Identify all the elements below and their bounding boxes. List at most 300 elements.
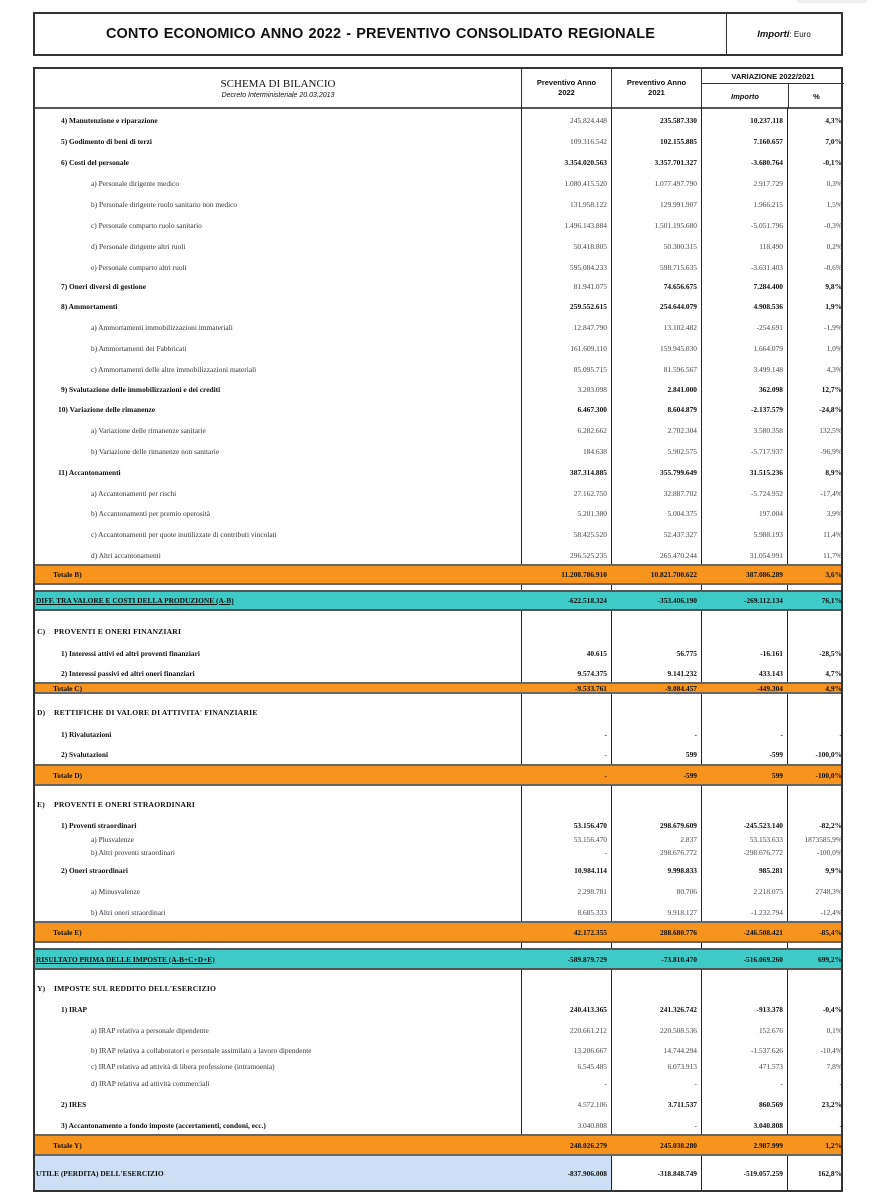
row-label: b) Altri oneri straordinari <box>91 907 166 917</box>
value-2021: 3.711.537 <box>667 1099 697 1109</box>
variation-amount <box>701 979 787 997</box>
variation-percent: 23,2% <box>821 1099 842 1109</box>
row-label: UTILE (PERDITA) DELL'ESERCIZIO <box>35 1156 522 1190</box>
variation-amount: 10.237.118 <box>750 115 783 125</box>
section-title: RETTIFICHE DI VALORE DI ATTIVITA' FINANZIARIE <box>54 707 258 717</box>
variation-percent: 4,3% <box>826 364 842 374</box>
table-row-c-ammortamenti-delle-altre-immobilizzazi <box>35 360 841 378</box>
variation-percent: -0,1% <box>822 157 842 167</box>
table-row-a-minusvalenze <box>35 882 841 900</box>
value-2021: 13.102.482 <box>663 322 697 332</box>
variation-amount: 152.676 <box>758 1025 783 1035</box>
variation-amount: 53.153.633 <box>749 835 783 844</box>
value-2022: 85.095.715 <box>573 364 607 374</box>
row-label: 2) Svalutazioni <box>61 749 109 759</box>
row-label: 5) Godimento di beni di terzi <box>61 136 152 146</box>
variation-percent: - <box>839 1078 842 1088</box>
variation-percent: 12,7% <box>821 384 842 394</box>
value-2022: 11.208.786.910 <box>561 570 607 579</box>
variation-percent <box>787 703 843 721</box>
page-corner-note <box>797 0 867 3</box>
variation-amount: 2.917.729 <box>753 178 783 188</box>
section-letter: Y) <box>37 983 46 993</box>
variation-percent: 1,0% <box>826 343 842 353</box>
value-2022: 296.525.235 <box>570 550 607 560</box>
variation-amount: 31.054.991 <box>749 550 783 560</box>
col-header-2021 <box>611 69 701 107</box>
table-row-2-interessi-passivi-ed-altri-oneri-finan <box>35 664 841 682</box>
variation-percent: 7,8% <box>826 1061 842 1071</box>
value-2022: 10.984.114 <box>574 865 607 875</box>
section-letter: D) <box>37 707 46 717</box>
row-label <box>35 979 523 997</box>
value-2021 <box>611 622 701 640</box>
value-2021: 10.821.700.622 <box>650 570 697 579</box>
table-row-2-svalutazioni <box>35 745 841 763</box>
table-row-a-ammortamenti-immobilizzazioni-immateri <box>35 318 841 336</box>
value-2021: 298.676.772 <box>660 848 697 857</box>
value-2021: 56.775 <box>676 648 697 658</box>
table-row-1-interessi-attivi-ed-altri-proventi-fin <box>35 644 841 662</box>
table-row-5-godimento-di-beni-di-terzi <box>35 132 841 150</box>
variation-percent: 1,5% <box>826 199 842 209</box>
table-row-b-altri-oneri-straordinari <box>35 903 841 921</box>
row-label: a) Personale dirigente medico <box>91 178 180 188</box>
value-2022: 220.661.212 <box>570 1025 607 1035</box>
value-2021: 9.141.232 <box>667 668 697 678</box>
variation-percent: 9,8% <box>825 281 842 291</box>
value-2022 <box>521 622 611 640</box>
variation-amount: - <box>780 1078 783 1088</box>
value-2021: 2.702.304 <box>667 425 697 435</box>
variation-percent: -0,3% <box>824 220 842 230</box>
table-row-1-rivalutazioni <box>35 725 841 743</box>
value-2021: 74.656.675 <box>663 281 697 291</box>
variation-amount: -516.069.260 <box>743 954 783 964</box>
variation-pct-header: % <box>788 84 844 108</box>
variation-amount: -449.304 <box>756 683 783 693</box>
table-row-b-variazione-delle-rimanenze-non-sanitar <box>35 442 841 460</box>
table-row-d-personale-dirigente-altri-ruoli <box>35 237 841 255</box>
total-row-totale-e <box>35 921 841 943</box>
variation-amount: -913.378 <box>756 1004 783 1014</box>
row-label: Totale B) <box>53 570 82 579</box>
value-2021: 32.887.702 <box>663 488 697 498</box>
variation-percent: -0,4% <box>822 1004 842 1014</box>
variation-amount: -246.508.421 <box>743 927 783 937</box>
value-2022: 245.824.448 <box>570 115 607 125</box>
variation-amount: 599 <box>771 770 783 780</box>
variation-percent: 3,9% <box>826 508 842 518</box>
value-2022: 1.496.143.884 <box>564 220 607 230</box>
variation-amount: -2.137.579 <box>750 404 783 414</box>
value-2021: 14.744.294 <box>663 1045 697 1055</box>
value-2021: 599 <box>685 749 697 759</box>
value-2021: -353.406.190 <box>657 596 697 605</box>
value-2021: -73.810.470 <box>661 954 697 964</box>
variation-amount: 4.908.536 <box>753 301 783 311</box>
row-label: 1) Interessi attivi ed altri proventi finanziari <box>61 648 200 658</box>
table-row-c-accantonamenti-per-quote-inutilizzate- <box>35 525 841 543</box>
variation-percent: -24,8% <box>819 404 842 414</box>
value-2022: -9.533.761 <box>574 683 607 693</box>
variation-percent: 76,1% <box>821 596 842 605</box>
row-label: Totale E) <box>53 927 82 937</box>
row-label: Totale D) <box>53 770 83 780</box>
table-row-b-accantonamenti-per-premio-operosit <box>35 504 841 522</box>
value-2022: 248.026.279 <box>570 1140 607 1150</box>
row-label: 1) Proventi straordinari <box>61 820 137 830</box>
value-2021: 3.357.701.327 <box>654 157 697 167</box>
table-row-7-oneri-diversi-di-gestione <box>35 277 841 295</box>
section-row-proventi-e-oneri-straordinari <box>35 795 841 813</box>
row-label: a) IRAP relativa a personale dipendente <box>91 1025 209 1035</box>
value-2022: 184.638 <box>582 446 607 456</box>
variation-percent: 1,9% <box>825 301 842 311</box>
variation-amount: -3.680.764 <box>750 157 783 167</box>
variation-percent: -10,4% <box>820 1045 842 1055</box>
table-row-a-irap-relativa-a-personale-dipendente <box>35 1021 841 1039</box>
variation-amount: 197.004 <box>758 508 783 518</box>
row-label: RISULTATO PRIMA DELLE IMPOSTE (A-B+C+D+E) <box>36 954 215 964</box>
row-label: d) IRAP relativa ad attività commerciali <box>91 1078 210 1088</box>
value-2021: 9.918.127 <box>667 907 697 917</box>
value-2021: - <box>694 1078 697 1088</box>
row-label: 2) Interessi passivi ed altri oneri finanziari <box>61 668 195 678</box>
variation-percent: - <box>839 729 842 739</box>
variation-percent: 9,9% <box>825 865 842 875</box>
value-2021: 355.799.649 <box>660 467 697 477</box>
value-2022: - <box>604 1078 607 1088</box>
table-row-b-irap-relativa-a-collaboratori-e-person <box>35 1041 841 1059</box>
table-row-b-ammortamenti-dei-fabbricati <box>35 339 841 357</box>
value-2022: 161.609.110 <box>570 343 607 353</box>
value-2022: 53.156.470 <box>573 820 607 830</box>
variation-percent: 0,1% <box>826 1025 842 1035</box>
value-2022: 109.316.542 <box>570 136 607 146</box>
value-2021: 9.998.833 <box>667 865 697 875</box>
variation-percent: 11,4% <box>823 529 842 539</box>
variation-amount: 985.281 <box>758 865 783 875</box>
variation-amount: -1.232.794 <box>750 907 783 917</box>
total-row-totale-y <box>35 1134 841 1156</box>
value-2022: 81.941.075 <box>573 281 607 291</box>
row-label: b) IRAP relativa a collaboratori e personale assimilato a lavoro dipendente <box>91 1045 312 1055</box>
value-2021: 5.004.375 <box>667 508 697 518</box>
value-2021: -9.084.457 <box>664 683 697 693</box>
variation-amount: -298.676.772 <box>743 848 783 857</box>
value-2021 <box>611 703 701 721</box>
row-label: 7) Oneri diversi di gestione <box>61 281 146 291</box>
value-2021: 235.587.330 <box>660 115 697 125</box>
row-label: Totale C) <box>53 683 83 693</box>
col-header-2021-line1: Preventivo Anno <box>626 78 687 87</box>
section-title: PROVENTI E ONERI STRAORDINARI <box>54 799 196 809</box>
variation-percent <box>787 979 843 997</box>
variation-amount: -1.537.626 <box>750 1045 783 1055</box>
variation-amount: -3.631.403 <box>750 262 783 272</box>
value-2022: 2.298.781 <box>577 886 607 896</box>
value-2022: 58.425.520 <box>573 529 607 539</box>
value-2022 <box>521 795 611 813</box>
section-title: IMPOSTE SUL REDDITO DELL'ESERCIZIO <box>54 983 217 993</box>
page-title: CONTO ECONOMICO ANNO 2022 - PREVENTIVO CONSOLIDATO REGIONALE <box>105 26 656 42</box>
variation-amount-header: Importo <box>731 91 759 101</box>
value-2022: - <box>604 770 607 780</box>
value-2022: - <box>604 848 607 857</box>
value-2021: 8.604.879 <box>667 404 697 414</box>
value-2021: 50.300.315 <box>663 241 697 251</box>
total-row-totale-d <box>35 764 841 786</box>
value-2022: 3.040.808 <box>577 1120 607 1130</box>
row-label: b) Altri proventi straordinari <box>91 848 175 857</box>
table-row-1-irap <box>35 1000 841 1018</box>
value-2021: 298.679.609 <box>660 820 697 830</box>
variation-percent: 1873585,9% <box>804 835 842 844</box>
row-label: 4) Manutenzione e riparazione <box>61 115 158 125</box>
section-letter: C) <box>37 626 46 636</box>
income-statement-table <box>33 67 843 1192</box>
row-label: b) Accantonamenti per premio operosità <box>91 508 211 518</box>
table-row-d-altri-accantonamenti <box>35 546 841 564</box>
table-row-11-accantonamenti <box>35 463 841 481</box>
table-row-10-variazione-delle-rimanenze <box>35 400 841 418</box>
variation-amount: 5.988.193 <box>753 529 783 539</box>
row-label: b) Personale dirigente ruolo sanitario non medico <box>91 199 238 209</box>
value-2022: 3.354.020.563 <box>564 157 607 167</box>
table-row-1-proventi-straordinari <box>35 816 841 834</box>
table-row-6-costi-del-personale <box>35 153 841 171</box>
table-row-9-svalutazione-delle-immobilizzazioni-e- <box>35 380 841 398</box>
variation-percent: 3,6% <box>825 570 842 579</box>
variation-amount: -245.523.140 <box>743 820 783 830</box>
section-row-rettifiche-di-valore-di-attivita-finanzi <box>35 703 841 721</box>
variation-amount: 471.573 <box>758 1061 783 1071</box>
row-label <box>35 622 523 640</box>
value-2022 <box>521 979 611 997</box>
row-label: 11) Accantonamenti <box>58 467 121 477</box>
table-row-2-ires <box>35 1095 841 1113</box>
variation-amount: 3.040.808 <box>753 1120 783 1130</box>
value-2022: 9.574.375 <box>577 668 607 678</box>
variation-amount: 433.143 <box>758 668 783 678</box>
variation-amount: 118.490 <box>759 241 783 251</box>
schema-subtitle: Decreto Interministeriale 20.03.2013 <box>221 91 335 99</box>
value-2021: 1.501.195.680 <box>654 220 697 230</box>
variation-percent: 4,9% <box>825 683 842 693</box>
col-header-2021-line2: 2021 <box>648 88 665 97</box>
value-2022: -837.906.008 <box>521 1156 611 1190</box>
row-label: 3) Accantonamento a fondo imposte (accertamenti, condoni, ecc.) <box>61 1120 266 1130</box>
variation-percent: 2748,3% <box>815 886 842 896</box>
table-row-4-manutenzione-e-riparazione <box>35 111 841 129</box>
variation-amount: - <box>780 729 783 739</box>
col-header-2022-line2: 2022 <box>558 88 575 97</box>
row-label: 2) IRES <box>61 1099 87 1109</box>
schema-title: SCHEMA DI BILANCIO <box>220 77 336 90</box>
variation-percent: - <box>839 1120 842 1130</box>
row-label: 2) Oneri straordinari <box>61 865 128 875</box>
final-result-row-utile-perdita-dell-esercizio <box>35 1156 841 1190</box>
table-header <box>35 69 841 109</box>
section-letter: E) <box>37 799 45 809</box>
value-2022: 5.201.380 <box>577 508 607 518</box>
table-row-a-variazione-delle-rimanenze-sanitarie <box>35 421 841 439</box>
section-row-imposte-sul-reddito-dell-esercizio <box>35 979 841 997</box>
variation-percent: 7,0% <box>825 136 842 146</box>
total-row-totale-b <box>35 564 841 585</box>
value-2022: 13.206.667 <box>573 1045 607 1055</box>
value-2022: 12.847.790 <box>573 322 607 332</box>
variation-percent: -85,4% <box>819 927 842 937</box>
units-label-key: Importi <box>757 28 790 40</box>
variation-percent: -12,4% <box>820 907 842 917</box>
table-row-8-ammortamenti <box>35 297 841 315</box>
variation-amount <box>701 795 787 813</box>
row-label <box>35 795 523 813</box>
table-row-c-personale-comparto-ruolo-sanitario <box>35 216 841 234</box>
variation-percent: 4,7% <box>825 668 842 678</box>
variation-title: VARIAZIONE 2022/2021 <box>702 69 844 84</box>
value-2022: 42.172.355 <box>573 927 607 937</box>
variation-percent: 0,3% <box>826 178 842 188</box>
value-2021: 80.706 <box>676 886 697 896</box>
schema-header <box>35 69 521 107</box>
value-2021: -599 <box>683 770 697 780</box>
table-row-2-oneri-straordinari <box>35 862 841 878</box>
row-label: 8) Ammortamenti <box>61 301 118 311</box>
value-2022: 6.467.300 <box>577 404 607 414</box>
table-row-b-personale-dirigente-ruolo-sanitario-no <box>35 195 841 213</box>
total-row-totale-c <box>35 682 841 694</box>
variation-percent: 132,5% <box>819 425 842 435</box>
value-2022: 259.552.615 <box>570 301 607 311</box>
variation-percent: 4,3% <box>825 115 842 125</box>
row-label: a) Plusvalenze <box>91 835 134 844</box>
value-2022: 3.203.098 <box>577 384 607 394</box>
variation-amount: -5.724.952 <box>750 488 783 498</box>
row-label: 1) IRAP <box>61 1004 88 1014</box>
value-2021: 288.680.776 <box>660 927 697 937</box>
value-2022 <box>521 703 611 721</box>
value-2022: -589.879.729 <box>567 954 607 964</box>
value-2021: -318.848.749 <box>657 1168 697 1178</box>
variation-percent: -100,0% <box>815 770 842 780</box>
value-2022: 27.162.750 <box>573 488 607 498</box>
value-2022: 6.545.485 <box>577 1061 607 1071</box>
value-2021: 5.902.575 <box>667 446 697 456</box>
row-label: c) Ammortamenti delle altre immobilizzazioni materiali <box>91 364 257 374</box>
row-label: Totale Y) <box>53 1140 82 1150</box>
title-box <box>33 12 843 56</box>
value-2021: 1.077.497.790 <box>654 178 697 188</box>
table-row-c-irap-relativa-ad-attivit-di-libera-pro <box>35 1059 841 1073</box>
variation-percent <box>787 795 843 813</box>
value-2021: 2.837 <box>680 835 697 844</box>
value-2022: - <box>604 749 607 759</box>
variation-amount: -269.112.134 <box>743 596 783 605</box>
section-title: PROVENTI E ONERI FINANZIARI <box>54 626 182 636</box>
value-2022: 1.080.415.520 <box>564 178 607 188</box>
value-2022: 50.418.805 <box>573 241 607 251</box>
variation-percent: 8,9% <box>825 467 842 477</box>
row-label: c) Personale comparto ruolo sanitario <box>91 220 202 230</box>
units-label <box>726 14 841 54</box>
variation-amount: 2.987.999 <box>753 1140 783 1150</box>
value-2022: 595.084.233 <box>570 262 607 272</box>
table-row-e-personale-comparto-altri-ruoli <box>35 258 841 276</box>
table-row-a-accantonamenti-per-rischi <box>35 484 841 502</box>
value-2022: - <box>604 729 607 739</box>
variation-percent: -17,4% <box>820 488 842 498</box>
variation-percent: 0,2% <box>826 241 842 251</box>
table-row-a-personale-dirigente-medico <box>35 174 841 192</box>
row-label: d) Personale dirigente altri ruoli <box>91 241 186 251</box>
variation-amount: 387.086.289 <box>746 570 783 579</box>
row-label: a) Minusvalenze <box>91 886 141 896</box>
row-label: b) Variazione delle rimanenze non sanitarie <box>91 446 220 456</box>
col-header-2022 <box>521 69 611 107</box>
variation-percent: -100,0% <box>816 848 842 857</box>
variation-percent: 1,2% <box>825 1140 842 1150</box>
variation-percent: -82,2% <box>819 820 842 830</box>
col-header-2022-line1: Preventivo Anno <box>536 78 597 87</box>
variation-amount: -5.051.796 <box>750 220 783 230</box>
variation-percent: 699,2% <box>817 954 842 964</box>
value-2022: 4.572.106 <box>577 1099 607 1109</box>
value-2022: 240.413.365 <box>570 1004 607 1014</box>
value-2021: 129.991.907 <box>660 199 697 209</box>
value-2021: 6.073.913 <box>667 1061 697 1071</box>
row-label: b) Ammortamenti dei Fabbricati <box>91 343 187 353</box>
variation-amount <box>701 703 787 721</box>
variation-amount: 7.160.657 <box>753 136 783 146</box>
table-row-b-altri-proventi-straordinari <box>35 846 841 859</box>
value-2022: -622.518.324 <box>567 596 607 605</box>
variation-percent: -96,9% <box>820 446 842 456</box>
row-label: 9) Svalutazione delle immobilizzazioni e dei crediti <box>61 384 221 394</box>
section-row-proventi-e-oneri-finanziari <box>35 622 841 640</box>
variation-percent: -0,6% <box>824 262 842 272</box>
value-2021 <box>611 979 701 997</box>
table-row-3-accantonamento-a-fondo-imposte-accerta <box>35 1116 841 1134</box>
row-label: a) Ammortamenti immobilizzazioni immateriali <box>91 322 233 332</box>
variation-amount: 31.515.236 <box>749 467 783 477</box>
variation-percent: 162,8% <box>817 1168 842 1178</box>
value-2021: 254.644.079 <box>660 301 697 311</box>
variation-amount: 3.580.358 <box>753 425 783 435</box>
row-label: 1) Rivalutazioni <box>61 729 112 739</box>
row-label: 10) Variazione delle rimanenze <box>58 404 156 414</box>
value-2022: 6.282.662 <box>577 425 607 435</box>
variation-amount: 1.966.215 <box>753 199 783 209</box>
result-row-risultato-prima-delle-imposte-a-b-c-d-e <box>35 948 841 970</box>
variation-amount: 7.284.400 <box>753 281 783 291</box>
value-2022: 8.685.333 <box>577 907 607 917</box>
value-2021 <box>611 795 701 813</box>
variation-header <box>701 69 844 107</box>
variation-amount: 362.098 <box>758 384 783 394</box>
variation-percent: -100,0% <box>815 749 842 759</box>
variation-amount <box>701 622 787 640</box>
value-2022: 53.156.470 <box>573 835 607 844</box>
variation-amount: -5.717.937 <box>750 446 783 456</box>
value-2021: 598.715.635 <box>660 262 697 272</box>
row-label: DIFF. TRA VALORE E COSTI DELLA PRODUZIONE (A-B) <box>36 596 234 605</box>
row-label: 6) Costi del personale <box>61 157 129 167</box>
value-2021: 265.470.244 <box>660 550 697 560</box>
variation-percent: -28,5% <box>819 648 842 658</box>
